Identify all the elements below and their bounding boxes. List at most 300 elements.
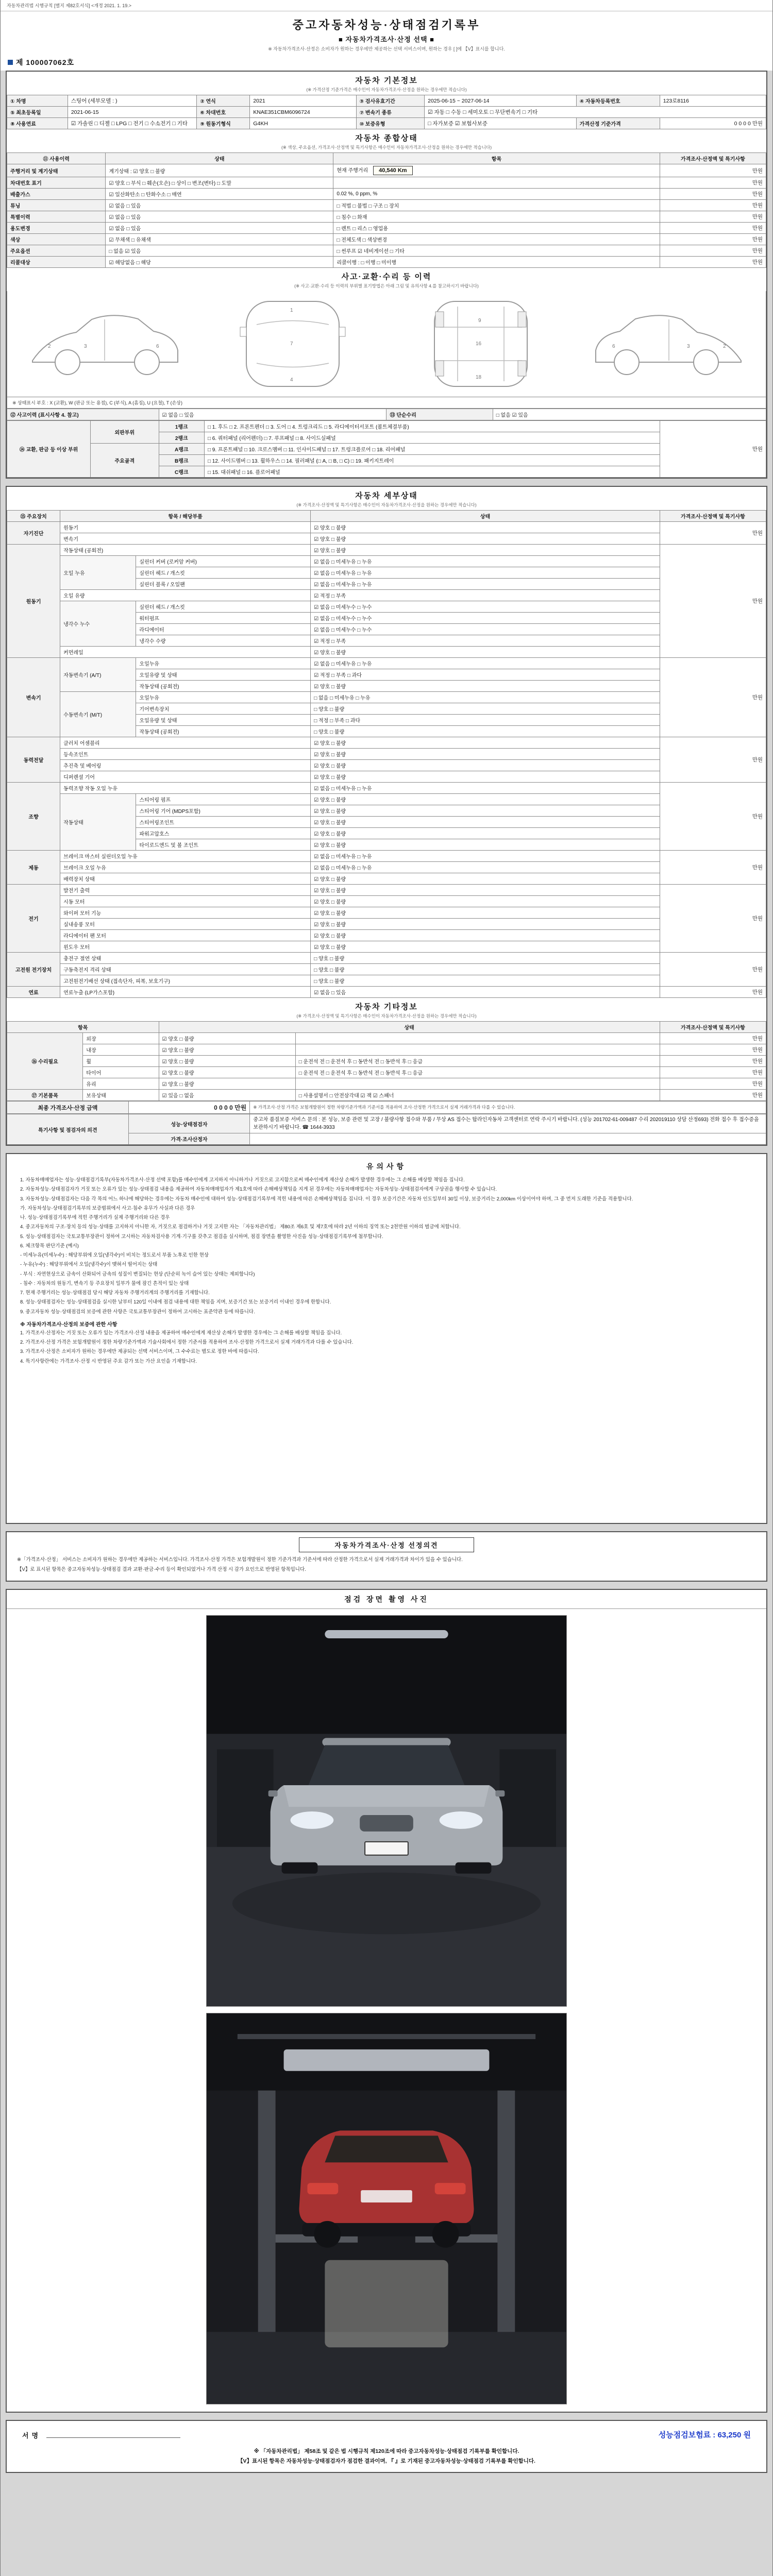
svg-text:7: 7	[290, 341, 293, 347]
svg-text:1: 1	[290, 308, 293, 313]
rank-1-label: 1랭크	[159, 421, 204, 432]
etc-info-table	[7, 1021, 766, 1101]
overall-row	[7, 234, 766, 245]
detail-title-note: (※ 가격조사·산정액 및 특기사항은 매수인이 자동차가격조사·산정을 원하는 경우에만 적습니다)	[296, 502, 477, 507]
etc-row-basic-items	[7, 1090, 766, 1101]
overall-row-label: 주행거리 및 계기상태	[7, 164, 106, 177]
overall-row-extra-cell	[333, 257, 660, 268]
item-cell: 연료누출 (LP가스포함)	[60, 987, 311, 998]
report-title: 중고자동차성능·상태점검기록부	[292, 19, 481, 31]
accident-section-title	[7, 268, 766, 291]
overall-row-extra-cell	[333, 200, 660, 211]
overall-row-extra: 리콜이행 : □ 이행 □ 미이행	[337, 260, 397, 266]
svg-text:4: 4	[290, 377, 293, 383]
detail-row	[7, 953, 766, 964]
model-year-label: ② 연식	[197, 95, 250, 107]
etc-header-row	[7, 1022, 766, 1033]
notice-paragraph: 2. 자동차성능·상태점검자가 거짓 또는 오류가 있는 성능·상태점검 내용을 제공하여 자동차매매업자가 제1호에 따라 손해배상책임을 지게 된 경우에는 자동차매매업자는 자동차성능·상태점검자에게 구상권을 행사할 수 있습니다.	[20, 1187, 497, 1193]
item-cell: 타이로드엔드 및 볼 조인트	[136, 839, 311, 851]
subgroup-cell: 작동상태	[60, 794, 136, 851]
state-cell: ☑ 적정 □ 부족	[311, 635, 660, 647]
notice-paragraph: 9. 중고자동차 성능·상태점검의 보증에 관한 사항은 국토교통부장관이 정하여 고시하는 표준약관 등에 따릅니다.	[20, 1309, 255, 1315]
basic-title-text: 자동차 기본정보	[355, 76, 418, 85]
base-price-label: 가격산정 기준가격	[576, 118, 660, 129]
item-cell: 등속조인트	[60, 749, 311, 760]
notice-paragraph: - 미세누유(미세누수) : 해당부위에 오일(냉각수)이 비치는 정도로서 부품 노후로 인한 현상	[20, 1252, 209, 1258]
device-group-cell: 동력전달	[7, 737, 60, 783]
detail-row	[7, 601, 766, 613]
notice-paragraph: 1. 가격조사·산정자는 거짓 또는 오류가 있는 가격조사·산정 내용을 제공하여 매수인에게 재산상 손해가 발생한 경우에는 그 손해를 배상할 책임을 집니다.	[20, 1330, 342, 1336]
overall-row-state: ☑ 없음 □ 있음	[106, 200, 333, 211]
overall-row-extra-cell	[333, 189, 660, 200]
overall-row-label: 리콜대상	[7, 257, 106, 268]
detail-row	[7, 851, 766, 862]
overall-row-extra-cell	[333, 164, 660, 177]
state-cell: ☑ 양호 □ 불량	[311, 794, 660, 805]
glass-price: 만원	[660, 1078, 766, 1090]
inspection-period-value: 2025-06-15 ~ 2027-06-14	[425, 95, 577, 107]
overall-title-text: 자동차 종합상태	[355, 134, 418, 143]
signature-row	[22, 2429, 751, 2440]
state-cell: ☑ 양호 □ 불량	[311, 839, 660, 851]
item-cell: 워터펌프	[136, 613, 311, 624]
notice-paragraph: 8. 성능·상태점검자는 성능·상태점검을 실시한 날부터 120일 이내에 점검 내용에 대한 책임을 지며, 보증기간 또는 보증거리 이내인 경우에 한합니다.	[20, 1299, 331, 1306]
price-cell: 만원	[660, 658, 766, 737]
state-cell: ☑ 양호 □ 불량	[311, 896, 660, 907]
notices-title: 유의사항	[366, 1162, 407, 1171]
basic-row-1	[7, 95, 766, 107]
outer-panel-label: 외판부위	[91, 421, 159, 444]
wheel-price: 만원	[660, 1056, 766, 1067]
item-cell: 오일 유량	[60, 590, 311, 601]
state-cell: ☑ 양호 □ 불량	[311, 737, 660, 749]
item-cell: 실린더 헤드 / 개스킷	[136, 567, 311, 579]
item-cell: 스티어링조인트	[136, 817, 311, 828]
report-header	[1, 11, 772, 55]
rank-2-items: □ 6. 쿼터패널 (리어펜더) □ 7. 루프패널 □ 8. 사이드실패널	[204, 432, 660, 444]
price-opinion-title: 자동차가격조사·산정 선정의견	[299, 1537, 474, 1552]
rank-b-label: B랭크	[159, 455, 204, 466]
final-price-row	[7, 1101, 766, 1114]
appraiser-label: 가격·조사산정자	[128, 1133, 250, 1145]
car-top-diagram	[215, 296, 370, 392]
detail-row	[7, 975, 766, 987]
device-group-cell: 원동기	[7, 545, 60, 658]
item-cell: 실린더 블록 / 오일팬	[136, 579, 311, 590]
state-cell: ☑ 양호 □ 불량	[311, 805, 660, 817]
overall-section-title	[7, 129, 766, 152]
exterior-label: 외장	[83, 1033, 159, 1044]
remarks-row-inspector	[7, 1114, 766, 1133]
notice-paragraph: 4. 중고자동차의 구조·장치 등의 성능·상태를 고지하지 아니한 자, 거짓으로 점검하거나 거짓 고지한 자는 「자동차관리법」 제80조 제6호 및 제7호에 따라 2년 이하의 징역 또는 2천만원 이하의 벌금에 처합니다.	[20, 1224, 461, 1230]
detail-row	[7, 794, 766, 805]
basic-items-state: ☑ 있음 □ 없음	[159, 1090, 295, 1101]
form-reference-note: 자동차관리법 시행규칙 [별지 제82호서식] <개정 2021. 1. 19.>	[1, 0, 772, 11]
overall-row-state: ☑ 무채색 □ 유채색	[106, 234, 333, 245]
transmission-label: ⑦ 변속기 종류	[356, 107, 425, 118]
state-cell: □ 양호 □ 불량	[311, 953, 660, 964]
detail-row	[7, 862, 766, 873]
detail-row	[7, 760, 766, 771]
overall-row	[7, 164, 766, 177]
notice-paragraph: 가. 자동차성능·상태점검기록부의 보증범위에서 사고·침수 유무가 사실과 다른 경우	[20, 1205, 195, 1211]
overall-row-label: 차대번호 표기	[7, 177, 106, 189]
detail-row	[7, 658, 766, 669]
signature-line	[46, 2437, 180, 2438]
state-cell: □ 양호 □ 불량	[311, 703, 660, 715]
notices-list-2	[20, 1330, 753, 1365]
glass-state: ☑ 양호 □ 불량	[159, 1078, 295, 1090]
subgroup-cell: 냉각수 누수	[60, 601, 136, 647]
car-side-left-diagram	[27, 296, 182, 392]
rank-c-items: □ 15. 대쉬패널 □ 16. 플로어패널	[204, 466, 660, 478]
subgroup-cell: 수동변속기 (M/T)	[60, 692, 136, 737]
etc-row-interior	[7, 1044, 766, 1056]
detail-row	[7, 885, 766, 896]
state-cell: ☑ 양호 □ 불량	[311, 545, 660, 556]
detail-row	[7, 647, 766, 658]
overall-row-price: 만원	[660, 177, 766, 189]
etc-col-price: 가격조사·산정액 및 특기사항	[660, 1022, 766, 1033]
signature-label	[22, 2430, 180, 2440]
inspection-period-label: ③ 검사유효기간	[356, 95, 425, 107]
item-cell: 오일유량 및 상태	[136, 715, 311, 726]
detail-row	[7, 987, 766, 998]
detail-row	[7, 771, 766, 783]
state-cell: ☑ 양호 □ 불량	[311, 760, 660, 771]
svg-text:2: 2	[47, 344, 51, 349]
detail-row	[7, 545, 766, 556]
block-detail-etc-final	[6, 486, 767, 1146]
notices-subtitle-2: ※ 자동차가격조사·산정의 보증에 관한 사항	[20, 1321, 117, 1328]
panel-row-1	[7, 421, 766, 432]
overall-row	[7, 189, 766, 200]
notice-paragraph: 5. 성능·상태점검자는 국토교통부장관이 정하여 고시하는 자동차검사용 기계·기구를 갖추고 점검을 실시하며, 점검 장면을 촬영한 사진을 성능·상태점검기록부에 첨부합니다.	[20, 1233, 383, 1240]
overall-row-extra: □ 렌트 □ 리스 □ 영업용	[337, 226, 389, 232]
detail-col-price: 가격조사·산정액 및 특기사항	[660, 511, 766, 522]
damage-code-legend: ※ 상태표시 부호 : X (교환), W (판금 또는 용접), C (부식), A (흠집), U (요철), T (손상)	[7, 397, 766, 409]
device-group-cell: 자기진단	[7, 522, 60, 545]
notice-paragraph: 7. 현재 주행거리는 성능·상태점검 당시 해당 자동차 주행거리계의 주행거리를 기재합니다.	[20, 1290, 210, 1296]
interior-state: ☑ 양호 □ 불량	[159, 1044, 295, 1056]
state-cell: ☑ 양호 □ 불량	[311, 885, 660, 896]
price-cell: 만원	[660, 885, 766, 953]
overall-title-note: (※ 색상, 주요옵션, 가격조사·산정액 및 특기사항은 매수인이 자동차가격조사·산정을 원하는 경우에만 적습니다)	[281, 145, 492, 150]
overall-row-label: 주요옵션	[7, 245, 106, 257]
device-group-cell: 제동	[7, 851, 60, 885]
rank-a-label: A랭크	[159, 444, 204, 455]
state-cell: ☑ 없음 □ 미세누유 □ 누유	[311, 851, 660, 862]
interior-extra	[295, 1044, 660, 1056]
item-cell: 클러치 어셈블리	[60, 737, 311, 749]
state-cell: ☑ 없음 □ 미세누유 □ 누유	[311, 862, 660, 873]
overall-row-price: 만원	[660, 164, 766, 177]
state-cell: ☑ 없음 □ 미세누유 □ 누유	[311, 579, 660, 590]
overall-col-price: 가격조사·산정액 및 특기사항	[660, 153, 766, 164]
vin-label: ⑥ 차대번호	[197, 107, 250, 118]
notices-section	[6, 1153, 767, 1524]
device-group-cell: 변속기	[7, 658, 60, 737]
detail-row	[7, 907, 766, 919]
notice-paragraph: - 침수 : 자동차의 원동기, 변속기 등 주요장치 일부가 물에 잠긴 흔적이 있는 상태	[20, 1280, 189, 1286]
rank-2-label: 2랭크	[159, 432, 204, 444]
glass-label: 유리	[83, 1078, 159, 1090]
overall-row-extra-cell	[333, 177, 660, 189]
remarks-table	[7, 1114, 766, 1145]
detail-row	[7, 749, 766, 760]
price-cell: 만원	[660, 737, 766, 783]
inspector-remarks: 중고차 품질보증 서비스 문의 : 본 성능, 보증 관련 및 고장 / 불량사항 접수와 부품 / 무상 AS 접수는 탑라인자동차 고객센터로 연락 주시기 바랍니다. (성능 201702-61-009487 수리 202019110 상담 산정693) 전화 접수 후 접수증을 보관하시기 바랍니다. ☎ 1644-3933	[250, 1114, 766, 1133]
overall-col-item: 항목	[333, 153, 660, 164]
detail-row	[7, 930, 766, 941]
svg-text:6: 6	[612, 344, 615, 349]
inspection-photo-front	[206, 1615, 567, 2007]
car-damage-diagrams	[7, 291, 766, 397]
overall-row-state: 계기상태 : ☑ 양호 □ 불량	[106, 164, 333, 177]
notice-paragraph: - 누유(누수) : 해당부위에서 오일(냉각수)이 맺혀서 떨어지는 상태	[20, 1262, 158, 1268]
detail-rows	[7, 522, 766, 998]
state-cell: □ 양호 □ 불량	[311, 964, 660, 975]
overall-row-extra-cell	[333, 223, 660, 234]
wheel-extra: □ 운전석 전 □ 운전석 후 □ 동반석 전 □ 동반석 후 □ 응급	[295, 1056, 660, 1067]
vin-value: KNAE351CBM6096724	[250, 107, 356, 118]
price-opinion-body-2: 【V】로 표시된 항목은 중고자동차성능·상태점검 결과 교환·판금·수리 등이 확인되었거나 가격 산정 시 감가 요인으로 반영된 항목입니다.	[17, 1566, 306, 1572]
detail-col-device: ⑮ 주요장치	[7, 511, 60, 522]
notice-paragraph: 2. 가격조사·산정 가격은 보험개발원이 정한 차량기준가액과 기술사회에서 정한 기준서를 적용하여 조사·산정한 가격으로서 실제 거래가격과 다를 수 있습니다.	[20, 1340, 354, 1345]
final-price-table	[7, 1101, 766, 1114]
rank-1-items: □ 1. 후드 □ 2. 프론트펜더 □ 3. 도어 □ 4. 트렁크리드 □ 5. 라디에이터서포트 (볼트체결부품)	[204, 421, 660, 432]
item-cell: 커먼레일	[60, 647, 311, 658]
etc-title-note: (※ 가격조사·산정액 및 특기사항은 매수인이 자동차가격조사·산정을 원하는 경우에만 적습니다)	[296, 1013, 477, 1019]
exterior-extra	[295, 1033, 660, 1044]
overall-row-price: 만원	[660, 223, 766, 234]
detail-col-state: 상태	[311, 511, 660, 522]
overall-row	[7, 211, 766, 223]
inspection-insurance-fee	[659, 2429, 751, 2440]
detail-condition-table	[7, 510, 766, 998]
basic-items-extra: □ 사용설명서 □ 안전삼각대 ☑ 잭 ☑ 스패너	[295, 1090, 660, 1101]
detail-row	[7, 941, 766, 953]
item-cell: 변속기	[60, 533, 311, 545]
accident-history-row	[7, 409, 766, 420]
device-group-cell: 고전원 전기장치	[7, 953, 60, 987]
overall-row-extra: □ 썬루프 ☑ 네비게이션 □ 기타	[337, 249, 405, 255]
item-cell: 파워고압호스	[136, 828, 311, 839]
detail-section-title	[7, 487, 766, 510]
price-cell: 만원	[660, 953, 766, 987]
overall-row-price: 만원	[660, 245, 766, 257]
etc-title-text: 자동차 기타정보	[355, 1003, 418, 1011]
current-mileage-box: 40,540 Km	[373, 166, 412, 175]
item-cell: 윈도우 모터	[60, 941, 311, 953]
state-cell: ☑ 양호 □ 불량	[311, 828, 660, 839]
detail-row	[7, 590, 766, 601]
overall-row-extra-cell	[333, 234, 660, 245]
item-cell: 발전기 출력	[60, 885, 311, 896]
engine-type-label: ⑨ 원동기형식	[197, 118, 250, 129]
basic-row-2	[7, 107, 766, 118]
overall-row-label: 배출가스	[7, 189, 106, 200]
final-price-label: 최종 가격조사·산정 금액	[7, 1101, 129, 1114]
basic-info-table	[7, 95, 766, 129]
overall-row-price: 만원	[660, 211, 766, 223]
device-group-cell: 조향	[7, 783, 60, 851]
state-cell: ☑ 양호 □ 불량	[311, 647, 660, 658]
plate-number-value: 123로8116	[660, 95, 766, 107]
overall-row-price: 만원	[660, 200, 766, 211]
overall-row-extra: 현재 주행거리	[337, 168, 368, 174]
signature-label-text: 서명	[22, 2432, 42, 2440]
glass-extra	[295, 1078, 660, 1090]
overall-row-extra-cell	[333, 245, 660, 257]
item-cell: 시동 모터	[60, 896, 311, 907]
panel-section-label: ⑭ 교환, 판금 등 이상 부위	[7, 421, 91, 478]
item-cell: 구동축전지 격리 상태	[60, 964, 311, 975]
state-cell: ☑ 양호 □ 불량	[311, 907, 660, 919]
detail-col-item: 항목 / 해당부품	[60, 511, 311, 522]
price-opinion-body-1: ※「가격조사·산정」 서비스는 소비자가 원하는 경우에만 제공하는 서비스입니다. 가격조사·산정 가격은 보험개발원이 정한 기준가격과 기준서에 따라 산정한 가격으로서 실제 거래가격과 차이가 있을 수 있습니다.	[17, 1557, 463, 1563]
state-cell: ☑ 없음 □ 미세누수 □ 누수	[311, 601, 660, 613]
detail-row	[7, 556, 766, 567]
svg-text:3: 3	[83, 344, 87, 349]
item-cell: 브레이크 마스터 실린더오일 누유	[60, 851, 311, 862]
overall-row-state: □ 없음 ☑ 있음	[106, 245, 333, 257]
item-cell: 디퍼렌셜 기어	[60, 771, 311, 783]
item-cell: 고전원전기배선 상태 (접속단자, 피복, 보호기구)	[60, 975, 311, 987]
state-cell: ☑ 없음 □ 미세누유 □ 누유	[311, 556, 660, 567]
accident-title-text: 사고·교환·수리 등 이력	[341, 273, 432, 281]
item-cell: 원동기	[60, 522, 311, 533]
basic-items-price: 만원	[660, 1090, 766, 1101]
overall-row-extra: □ 적법 □ 불법 □ 구조 □ 장치	[337, 204, 399, 209]
notice-paragraph: 3. 자동차성능·상태점검자는 다음 각 목의 어느 하나에 해당하는 경우에는 자동차 매수인에 대하여 성능·상태점검기록부에 적힌 내용에 따른 손해배상책임을 집니다. 이 경우 보증기간은 자동차 인도일부터 30일 이상, 보증거리는 2,000km 이상이어야 하며, 그 중 먼저 도래한 기준을 적용합니다.	[20, 1196, 633, 1202]
tire-extra: □ 운전석 전 □ 운전석 후 □ 동반석 전 □ 동반석 후 □ 응급	[295, 1067, 660, 1078]
report-subtitle: ■ 자동차가격조사·산정 선택 ■	[338, 36, 434, 43]
fee-value: 63,250 원	[717, 2431, 751, 2440]
car-name-value: 스팅어 (세부모델 : )	[68, 95, 196, 107]
overall-row-price: 만원	[660, 189, 766, 200]
transmission-value: ☑ 자동 □ 수동 □ 세미오토 □ 무단변속기 □ 기타	[425, 107, 766, 118]
item-cell: 배력장치 상태	[60, 873, 311, 885]
state-cell: □ 양호 □ 불량	[311, 975, 660, 987]
item-cell: 작동상태 (공회전)	[136, 726, 311, 737]
overall-row	[7, 245, 766, 257]
detail-row	[7, 522, 766, 533]
svg-text:9: 9	[478, 318, 481, 324]
detail-header-row	[7, 511, 766, 522]
final-price-value: 0 0 0 0 만원	[128, 1101, 250, 1114]
basic-row-3	[7, 118, 766, 129]
state-cell: ☑ 양호 □ 불량	[311, 873, 660, 885]
price-cell: 만원	[660, 851, 766, 885]
overall-row-label: 색상	[7, 234, 106, 245]
detail-row	[7, 783, 766, 794]
panel-exchange-table	[7, 420, 766, 478]
state-cell: ☑ 양호 □ 불량	[311, 522, 660, 533]
signoff-section	[6, 2420, 767, 2473]
overall-row-label: 용도변경	[7, 223, 106, 234]
overall-row-label: 특별이력	[7, 211, 106, 223]
etc-row-tire	[7, 1067, 766, 1078]
state-cell: ☑ 없음 □ 있음	[311, 987, 660, 998]
rank-b-items: □ 12. 사이드멤버 □ 13. 휠하우스 □ 14. 필러패널 (□ A, □ B, □ C) □ 19. 패키지트레이	[204, 455, 660, 466]
state-cell: ☑ 양호 □ 불량	[311, 749, 660, 760]
item-cell: 오일누유	[136, 692, 311, 703]
state-cell: ☑ 양호 □ 불량	[311, 930, 660, 941]
accident-history-label: ⑫ 사고이력 (표시사항 4. 참고)	[7, 409, 159, 420]
item-cell: 냉각수 수량	[136, 635, 311, 647]
state-cell: ☑ 없음 □ 미세누수 □ 누수	[311, 624, 660, 635]
repair-needed-label: ⑯ 수리필요	[7, 1033, 83, 1090]
fuel-value: ☑ 가솔린 □ 디젤 □ LPG □ 전기 □ 수소전기 □ 기타	[68, 118, 196, 129]
photos-section	[6, 1589, 767, 2413]
overall-row-extra: □ 전체도색 □ 색상변경	[337, 238, 388, 243]
item-cell: 라디에이터 팬 모터	[60, 930, 311, 941]
exterior-price: 만원	[660, 1033, 766, 1044]
detail-row	[7, 919, 766, 930]
panel-row-3	[7, 444, 766, 455]
overall-row	[7, 223, 766, 234]
state-cell: ☑ 양호 □ 불량	[311, 817, 660, 828]
overall-row-label: 튜닝	[7, 200, 106, 211]
fee-label: 성능점검보험료 :	[658, 2431, 716, 2440]
price-opinion-section	[6, 1531, 767, 1582]
item-cell: 와이퍼 모터 기능	[60, 907, 311, 919]
model-year-value: 2021	[250, 95, 356, 107]
svg-text:18: 18	[475, 375, 481, 380]
detail-row	[7, 533, 766, 545]
overall-row-extra: 0.02 %, 0 ppm, %	[337, 191, 378, 197]
first-registration-value: 2021-06-15	[68, 107, 196, 118]
overall-condition-table	[7, 152, 766, 268]
svg-text:3: 3	[686, 344, 690, 349]
state-cell: ☑ 없음 □ 미세누유 □ 누유	[311, 658, 660, 669]
remarks-label: 특기사항 및 점검자의 의견	[7, 1114, 129, 1145]
rank-a-items: □ 9. 프론트패널 □ 10. 크로스멤버 □ 11. 인사이드패널 □ 17. 트렁크플로어 □ 18. 리어패널	[204, 444, 660, 455]
tire-label: 타이어	[83, 1067, 159, 1078]
state-cell: ☑ 적정 □ 부족	[311, 590, 660, 601]
wheel-label: 휠	[83, 1056, 159, 1067]
item-cell: 작동상태 (공회전)	[60, 545, 311, 556]
item-cell: 브레이크 오일 누유	[60, 862, 311, 873]
inspection-photo-lift	[206, 2013, 567, 2404]
first-registration-label: ⑤ 최초등록일	[7, 107, 68, 118]
panel-price-cell: 만원	[660, 421, 766, 478]
state-cell: ☑ 양호 □ 불량	[311, 681, 660, 692]
notice-paragraph: 4. 특기사항란에는 가격조사·산정 시 반영된 주요 감가 또는 가산 요인을 기재합니다.	[20, 1358, 197, 1364]
state-cell: ☑ 없음 □ 미세누유 □ 누유	[311, 783, 660, 794]
item-cell: 스티어링 기어 (MDPS포함)	[136, 805, 311, 817]
state-cell: □ 없음 □ 미세누유 □ 누유	[311, 692, 660, 703]
simple-repair-label: ⑬ 단순수리	[386, 409, 493, 420]
detail-row	[7, 964, 766, 975]
svg-text:2: 2	[722, 344, 726, 349]
final-price-note: ※ 가격조사·산정 가격은 보험개발원이 정한 차량기준가액과 기준서를 적용하여 조사·산정한 가격으로서 실제 거래가격과 다를 수 있습니다.	[250, 1101, 766, 1114]
state-cell: ☑ 양호 □ 불량	[311, 533, 660, 545]
exterior-state: ☑ 양호 □ 불량	[159, 1033, 295, 1044]
accident-title-note: (※ 사고·교환·수리 등 이력의 부위별 표기방법은 아래 그림 및 유의사항 4.를 참고하시기 바랍니다)	[294, 283, 479, 289]
basic-section-title	[7, 72, 766, 95]
detail-row	[7, 873, 766, 885]
registry-stamp-icon	[8, 60, 13, 65]
overall-row-state: ☑ 없음 □ 있음	[106, 211, 333, 223]
inspector-label: 성능·상태점검자	[128, 1114, 250, 1133]
etc-col-item: 항목	[7, 1022, 159, 1033]
item-cell: 작동상태 (공회전)	[136, 681, 311, 692]
detail-title-text: 자동차 세부상태	[355, 492, 418, 500]
price-cell: 만원	[660, 545, 766, 658]
overall-row-extra-cell	[333, 211, 660, 223]
